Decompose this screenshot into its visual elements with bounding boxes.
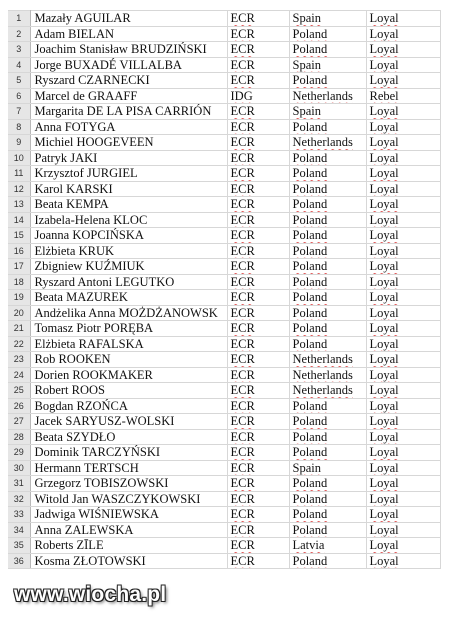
row-number-cell[interactable]: 4 [8, 57, 30, 73]
political-group-cell[interactable]: ECR [227, 150, 289, 166]
table-row [8, 150, 440, 166]
row-number-cell[interactable]: 17 [8, 259, 30, 275]
country-cell[interactable]: Poland [289, 445, 366, 461]
vote-status-cell[interactable]: Loyal [366, 305, 440, 321]
row-number-cell[interactable]: 36 [8, 553, 30, 569]
country-cell[interactable]: Poland [289, 212, 366, 228]
vote-status-cell[interactable]: Loyal [366, 460, 440, 476]
vote-status-cell[interactable]: Loyal [366, 119, 440, 135]
member-name-cell[interactable]: Zbigniew KUŹMIUK [30, 259, 227, 275]
row-number-cell[interactable]: 29 [8, 445, 30, 461]
member-name-cell[interactable]: Karol KARSKI [30, 181, 227, 197]
country-cell[interactable]: Poland [289, 228, 366, 244]
country-cell[interactable]: Poland [289, 197, 366, 213]
table-row [8, 553, 440, 569]
member-name-cell[interactable]: Patryk JAKI [30, 150, 227, 166]
table-row [8, 476, 440, 492]
political-group-cell[interactable]: ECR [227, 383, 289, 399]
vote-status-cell[interactable]: Loyal [366, 228, 440, 244]
political-group-cell[interactable]: ECR [227, 553, 289, 569]
vote-status-cell[interactable]: Loyal [366, 259, 440, 275]
member-name-cell[interactable]: Dominik TARCZYŃSKI [30, 445, 227, 461]
row-number-cell[interactable]: 12 [8, 181, 30, 197]
row-number-cell[interactable]: 35 [8, 538, 30, 554]
vote-status-cell[interactable]: Loyal [366, 166, 440, 182]
political-group-cell[interactable]: ECR [227, 57, 289, 73]
vote-status-cell[interactable]: Loyal [366, 274, 440, 290]
table-row [8, 383, 440, 399]
vote-status-cell[interactable]: Rebel [366, 88, 440, 104]
country-cell[interactable]: Poland [289, 429, 366, 445]
row-number-cell[interactable]: 18 [8, 274, 30, 290]
vote-status-cell[interactable]: Loyal [366, 398, 440, 414]
vote-status-cell[interactable]: Loyal [366, 243, 440, 259]
row-number-cell[interactable]: 20 [8, 305, 30, 321]
political-group-cell[interactable]: IDG [227, 88, 289, 104]
country-cell[interactable]: Poland [289, 166, 366, 182]
country-cell[interactable]: Poland [289, 259, 366, 275]
country-cell[interactable]: Poland [289, 553, 366, 569]
row-number-cell[interactable]: 15 [8, 228, 30, 244]
political-group-cell[interactable]: ECR [227, 166, 289, 182]
vote-status-cell[interactable]: Loyal [366, 352, 440, 368]
row-number-cell[interactable]: 2 [8, 26, 30, 42]
vote-status-cell[interactable]: Loyal [366, 290, 440, 306]
table-row [8, 212, 440, 228]
table-row [8, 42, 440, 58]
row-number-cell[interactable]: 30 [8, 460, 30, 476]
member-name-cell[interactable]: Ryszard Antoni LEGUTKO [30, 274, 227, 290]
table-row [8, 336, 440, 352]
country-cell[interactable]: Poland [289, 414, 366, 430]
country-cell[interactable]: Poland [289, 274, 366, 290]
country-cell[interactable]: Poland [289, 522, 366, 538]
political-group-cell[interactable]: ECR [227, 305, 289, 321]
member-name-cell[interactable]: Hermann TERTSCH [30, 460, 227, 476]
table-row [8, 259, 440, 275]
country-cell[interactable]: Poland [289, 42, 366, 58]
row-number-cell[interactable]: 25 [8, 383, 30, 399]
row-number-cell[interactable]: 9 [8, 135, 30, 151]
row-number-cell[interactable]: 7 [8, 104, 30, 120]
row-number-cell[interactable]: 10 [8, 150, 30, 166]
country-cell[interactable]: Spain [289, 11, 366, 27]
vote-status-cell[interactable]: Loyal [366, 181, 440, 197]
member-name-cell[interactable]: Rob ROOKEN [30, 352, 227, 368]
row-number-cell[interactable]: 32 [8, 491, 30, 507]
vote-status-cell[interactable]: Loyal [366, 429, 440, 445]
country-cell[interactable]: Poland [289, 26, 366, 42]
political-group-cell[interactable]: ECR [227, 26, 289, 42]
political-group-cell[interactable]: ECR [227, 398, 289, 414]
member-name-cell[interactable]: Witold Jan WASZCZYKOWSKI [30, 491, 227, 507]
vote-status-cell[interactable]: Loyal [366, 522, 440, 538]
country-cell[interactable]: Netherlands [289, 367, 366, 383]
vote-status-cell[interactable]: Loyal [366, 11, 440, 27]
vote-status-cell[interactable]: Loyal [366, 491, 440, 507]
political-group-cell[interactable]: ECR [227, 274, 289, 290]
vote-status-cell[interactable]: Loyal [366, 367, 440, 383]
political-group-cell[interactable]: ECR [227, 104, 289, 120]
political-group-cell[interactable]: ECR [227, 429, 289, 445]
member-name-cell[interactable]: Anna ZALEWSKA [30, 522, 227, 538]
vote-status-cell[interactable]: Loyal [366, 42, 440, 58]
political-group-cell[interactable]: ECR [227, 11, 289, 27]
table-row [8, 26, 440, 42]
political-group-cell[interactable]: ECR [227, 228, 289, 244]
country-cell[interactable]: Poland [289, 243, 366, 259]
row-number-cell[interactable]: 24 [8, 367, 30, 383]
table-row [8, 88, 440, 104]
country-cell[interactable]: Poland [289, 119, 366, 135]
table-row [8, 321, 440, 337]
vote-status-cell[interactable]: Loyal [366, 476, 440, 492]
row-number-cell[interactable]: 16 [8, 243, 30, 259]
table-row [8, 352, 440, 368]
political-group-cell[interactable]: ECR [227, 507, 289, 523]
row-number-cell[interactable]: 8 [8, 119, 30, 135]
row-number-cell[interactable]: 3 [8, 42, 30, 58]
member-name-cell[interactable]: Jacek SARYUSZ-WOLSKI [30, 414, 227, 430]
table-row [8, 367, 440, 383]
country-cell[interactable]: Spain [289, 104, 366, 120]
member-name-cell[interactable]: Izabela-Helena KLOC [30, 212, 227, 228]
member-name-cell[interactable]: Anna FOTYGA [30, 119, 227, 135]
member-name-cell[interactable]: Elżbieta RAFALSKA [30, 336, 227, 352]
row-number-cell[interactable]: 13 [8, 197, 30, 213]
political-group-cell[interactable]: ECR [227, 181, 289, 197]
political-group-cell[interactable]: ECR [227, 197, 289, 213]
political-group-cell[interactable]: ECR [227, 42, 289, 58]
member-name-cell[interactable]: Krzysztof JURGIEL [30, 166, 227, 182]
member-name-cell[interactable]: Beata KEMPA [30, 197, 227, 213]
table-row [8, 166, 440, 182]
table-row [8, 181, 440, 197]
vote-status-cell[interactable]: Loyal [366, 26, 440, 42]
vote-status-cell[interactable]: Loyal [366, 212, 440, 228]
country-cell[interactable]: Poland [289, 491, 366, 507]
political-group-cell[interactable]: ECR [227, 119, 289, 135]
political-group-cell[interactable]: ECR [227, 445, 289, 461]
vote-status-cell[interactable]: Loyal [366, 57, 440, 73]
row-number-cell[interactable]: 5 [8, 73, 30, 89]
row-number-cell[interactable]: 33 [8, 507, 30, 523]
member-name-cell[interactable]: Kosma ZŁOTOWSKI [30, 553, 227, 569]
vote-status-cell[interactable]: Loyal [366, 538, 440, 554]
table-row [8, 538, 440, 554]
vote-status-cell[interactable]: Loyal [366, 150, 440, 166]
table-row [8, 429, 440, 445]
table-row [8, 398, 440, 414]
political-group-cell[interactable]: ECR [227, 476, 289, 492]
political-group-cell[interactable]: ECR [227, 522, 289, 538]
political-group-cell[interactable]: ECR [227, 243, 289, 259]
political-group-cell[interactable]: ECR [227, 538, 289, 554]
vote-status-cell[interactable]: Loyal [366, 321, 440, 337]
row-number-cell[interactable]: 19 [8, 290, 30, 306]
country-cell[interactable]: Latvia [289, 538, 366, 554]
row-number-cell[interactable]: 28 [8, 429, 30, 445]
vote-status-cell[interactable]: Loyal [366, 336, 440, 352]
member-name-cell[interactable]: Bogdan RZOŃCA [30, 398, 227, 414]
row-number-cell[interactable]: 21 [8, 321, 30, 337]
vote-status-cell[interactable]: Loyal [366, 414, 440, 430]
vote-status-cell[interactable]: Loyal [366, 445, 440, 461]
vote-status-cell[interactable]: Loyal [366, 197, 440, 213]
vote-status-cell[interactable]: Loyal [366, 104, 440, 120]
table-row [8, 522, 440, 538]
country-cell[interactable]: Netherlands [289, 352, 366, 368]
table-row [8, 119, 440, 135]
table-row [8, 228, 440, 244]
member-name-cell[interactable]: Jorge BUXADÉ VILLALBA [30, 57, 227, 73]
member-name-cell[interactable]: Beata SZYDŁO [30, 429, 227, 445]
country-cell[interactable]: Poland [289, 507, 366, 523]
table-row [8, 197, 440, 213]
political-group-cell[interactable]: ECR [227, 491, 289, 507]
country-cell[interactable]: Netherlands [289, 88, 366, 104]
country-cell[interactable]: Netherlands [289, 135, 366, 151]
table-row [8, 11, 440, 27]
country-cell[interactable]: Spain [289, 57, 366, 73]
country-cell[interactable]: Poland [289, 305, 366, 321]
country-cell[interactable]: Poland [289, 290, 366, 306]
country-cell[interactable]: Poland [289, 150, 366, 166]
spreadsheet-body [8, 11, 440, 569]
country-cell[interactable]: Spain [289, 460, 366, 476]
row-number-cell[interactable]: 26 [8, 398, 30, 414]
political-group-cell[interactable]: ECR [227, 259, 289, 275]
member-name-cell[interactable]: Dorien ROOKMAKER [30, 367, 227, 383]
member-name-cell[interactable]: Tomasz Piotr PORĘBA [30, 321, 227, 337]
political-group-cell[interactable]: ECR [227, 321, 289, 337]
table-row [8, 274, 440, 290]
political-group-cell[interactable]: ECR [227, 414, 289, 430]
country-cell[interactable]: Netherlands [289, 383, 366, 399]
row-number-cell[interactable]: 23 [8, 352, 30, 368]
member-name-cell[interactable]: Joanna KOPCIŃSKA [30, 228, 227, 244]
member-name-cell[interactable]: Mazały AGUILAR [30, 11, 227, 27]
country-cell[interactable]: Poland [289, 476, 366, 492]
table-row [8, 57, 440, 73]
country-cell[interactable]: Poland [289, 181, 366, 197]
member-name-cell[interactable]: Roberts ZĪLE [30, 538, 227, 554]
member-name-cell[interactable]: Adam BIELAN [30, 26, 227, 42]
row-number-cell[interactable]: 34 [8, 522, 30, 538]
table-row [8, 414, 440, 430]
political-group-cell[interactable]: ECR [227, 367, 289, 383]
member-name-cell[interactable]: Michiel HOOGEVEEN [30, 135, 227, 151]
member-name-cell[interactable]: Joachim Stanisław BRUDZIŃSKI [30, 42, 227, 58]
political-group-cell[interactable]: ECR [227, 336, 289, 352]
table-row [8, 445, 440, 461]
country-cell[interactable]: Poland [289, 336, 366, 352]
member-name-cell[interactable]: Marcel de GRAAFF [30, 88, 227, 104]
political-group-cell[interactable]: ECR [227, 135, 289, 151]
table-row [8, 460, 440, 476]
row-number-cell[interactable]: 22 [8, 336, 30, 352]
table-row [8, 135, 440, 151]
row-number-cell[interactable]: 6 [8, 88, 30, 104]
vote-status-cell[interactable]: Loyal [366, 507, 440, 523]
political-group-cell[interactable]: ECR [227, 290, 289, 306]
country-cell[interactable]: Poland [289, 73, 366, 89]
table-row [8, 104, 440, 120]
member-name-cell[interactable]: Andżelika Anna MOŻDŻANOWSK [30, 305, 227, 321]
member-name-cell[interactable]: Margarita DE LA PISA CARRIÓN [30, 104, 227, 120]
country-cell[interactable]: Poland [289, 398, 366, 414]
table-row [8, 507, 440, 523]
member-name-cell[interactable]: Grzegorz TOBISZOWSKI [30, 476, 227, 492]
political-group-cell[interactable]: ECR [227, 212, 289, 228]
political-group-cell[interactable]: ECR [227, 73, 289, 89]
vote-status-cell[interactable]: Loyal [366, 135, 440, 151]
row-number-cell[interactable]: 1 [8, 11, 30, 27]
row-number-cell[interactable]: 14 [8, 212, 30, 228]
political-group-cell[interactable]: ECR [227, 352, 289, 368]
vote-status-cell[interactable]: Loyal [366, 383, 440, 399]
vote-status-cell[interactable]: Loyal [366, 73, 440, 89]
table-row [8, 243, 440, 259]
table-row [8, 305, 440, 321]
member-name-cell[interactable]: Robert ROOS [30, 383, 227, 399]
table-row [8, 73, 440, 89]
row-number-cell[interactable]: 31 [8, 476, 30, 492]
spreadsheet-table [8, 10, 441, 569]
member-name-cell[interactable]: Beata MAZUREK [30, 290, 227, 306]
site-watermark: www.wiocha.pl [14, 583, 167, 606]
country-cell[interactable]: Poland [289, 321, 366, 337]
table-row [8, 491, 440, 507]
table-row [8, 290, 440, 306]
member-name-cell[interactable]: Elżbieta KRUK [30, 243, 227, 259]
political-group-cell[interactable]: ECR [227, 460, 289, 476]
row-number-cell[interactable]: 27 [8, 414, 30, 430]
vote-status-cell[interactable]: Loyal [366, 553, 440, 569]
row-number-cell[interactable]: 11 [8, 166, 30, 182]
member-name-cell[interactable]: Ryszard CZARNECKI [30, 73, 227, 89]
member-name-cell[interactable]: Jadwiga WIŚNIEWSKA [30, 507, 227, 523]
